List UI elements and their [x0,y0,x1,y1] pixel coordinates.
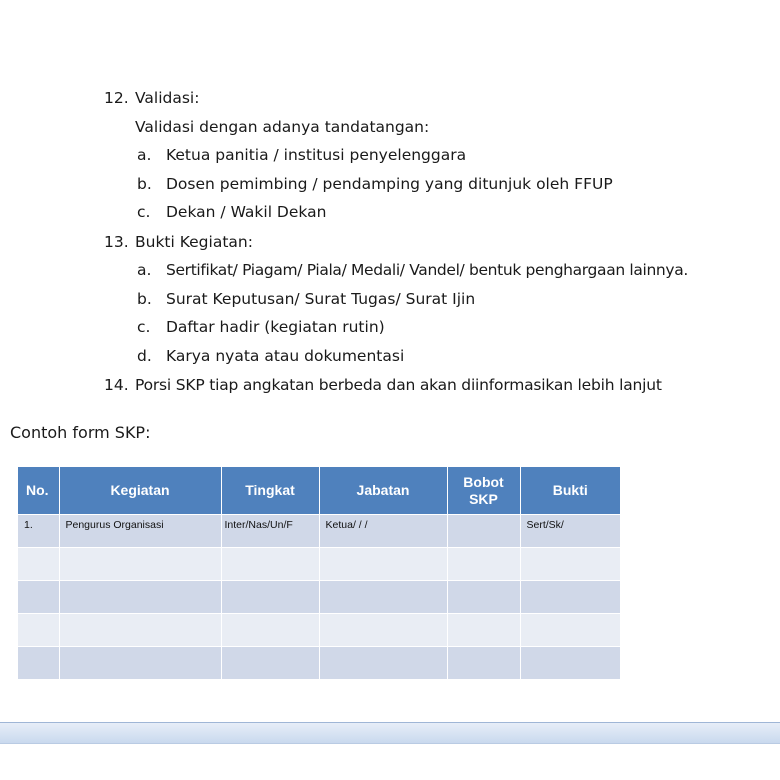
table-row [18,614,620,647]
item-13a-letter: a. [137,261,152,279]
cell-bukti: Sert/Sk/ [520,515,620,548]
table-header-row [18,467,620,515]
cell-no [18,647,59,680]
item-12b-text: Dosen pemimbing / pendamping yang ditunjuk oleh FFUP [166,175,613,193]
header-bobot-skp: Bobot SKP [447,467,520,515]
cell-bukti [520,581,620,614]
header-bukti: Bukti [520,467,620,515]
skp-form-table [18,467,620,679]
header-kegiatan: Kegiatan [59,467,221,515]
cell-bobot [447,548,520,581]
item-13b-letter: b. [137,290,152,308]
cell-no [18,614,59,647]
item-13a-text: Sertifikat/ Piagam/ Piala/ Medali/ Vandel/ bentuk penghargaan lainnya. [166,261,688,279]
item-14-number: 14. [104,376,129,394]
cell-jabatan [319,647,447,680]
header-jabatan: Jabatan [319,467,447,515]
table-row [18,647,620,680]
cell-tingkat [221,614,319,647]
item-12c-text: Dekan / Wakil Dekan [166,203,327,221]
cell-kegiatan [59,548,221,581]
form-caption: Contoh form SKP: [10,423,151,442]
cell-tingkat: Inter/Nas/Un/F [221,515,319,548]
item-12a-letter: a. [137,146,152,164]
cell-bobot [447,515,520,548]
cell-jabatan [319,614,447,647]
item-14-text: Porsi SKP tiap angkatan berbeda dan akan diinformasikan lebih lanjut [135,376,662,394]
cell-bobot [447,647,520,680]
cell-no: 1. [18,515,59,548]
cell-bukti [520,647,620,680]
table-row [18,581,620,614]
item-13c-letter: c. [137,318,151,336]
viewer-bottom-band [0,722,780,744]
item-12c-letter: c. [137,203,151,221]
cell-tingkat [221,581,319,614]
cell-no [18,581,59,614]
header-no: No. [18,467,59,515]
cell-kegiatan [59,614,221,647]
item-12b-letter: b. [137,175,152,193]
cell-bukti [520,614,620,647]
item-12a-text: Ketua panitia / institusi penyelenggara [166,146,467,164]
table-row [18,515,620,548]
cell-bukti [520,548,620,581]
cell-bobot [447,581,520,614]
cell-kegiatan [59,647,221,680]
item-13c-text: Daftar hadir (kegiatan rutin) [166,318,385,336]
cell-kegiatan [59,581,221,614]
item-12-title: Validasi: [135,89,200,107]
cell-tingkat [221,647,319,680]
cell-kegiatan: Pengurus Organisasi [59,515,221,548]
item-13d-letter: d. [137,347,152,365]
table-row [18,548,620,581]
item-13d-text: Karya nyata atau dokumentasi [166,347,405,365]
item-13-title: Bukti Kegiatan: [135,233,253,251]
item-12-intro: Validasi dengan adanya tandatangan: [135,118,430,136]
item-12-number: 12. [104,89,129,107]
item-13b-text: Surat Keputusan/ Surat Tugas/ Surat Ijin [166,290,476,308]
cell-jabatan [319,581,447,614]
cell-no [18,548,59,581]
cell-tingkat [221,548,319,581]
cell-bobot [447,614,520,647]
item-13-number: 13. [104,233,129,251]
cell-jabatan: Ketua/ / / [319,515,447,548]
header-tingkat: Tingkat [221,467,319,515]
cell-jabatan [319,548,447,581]
